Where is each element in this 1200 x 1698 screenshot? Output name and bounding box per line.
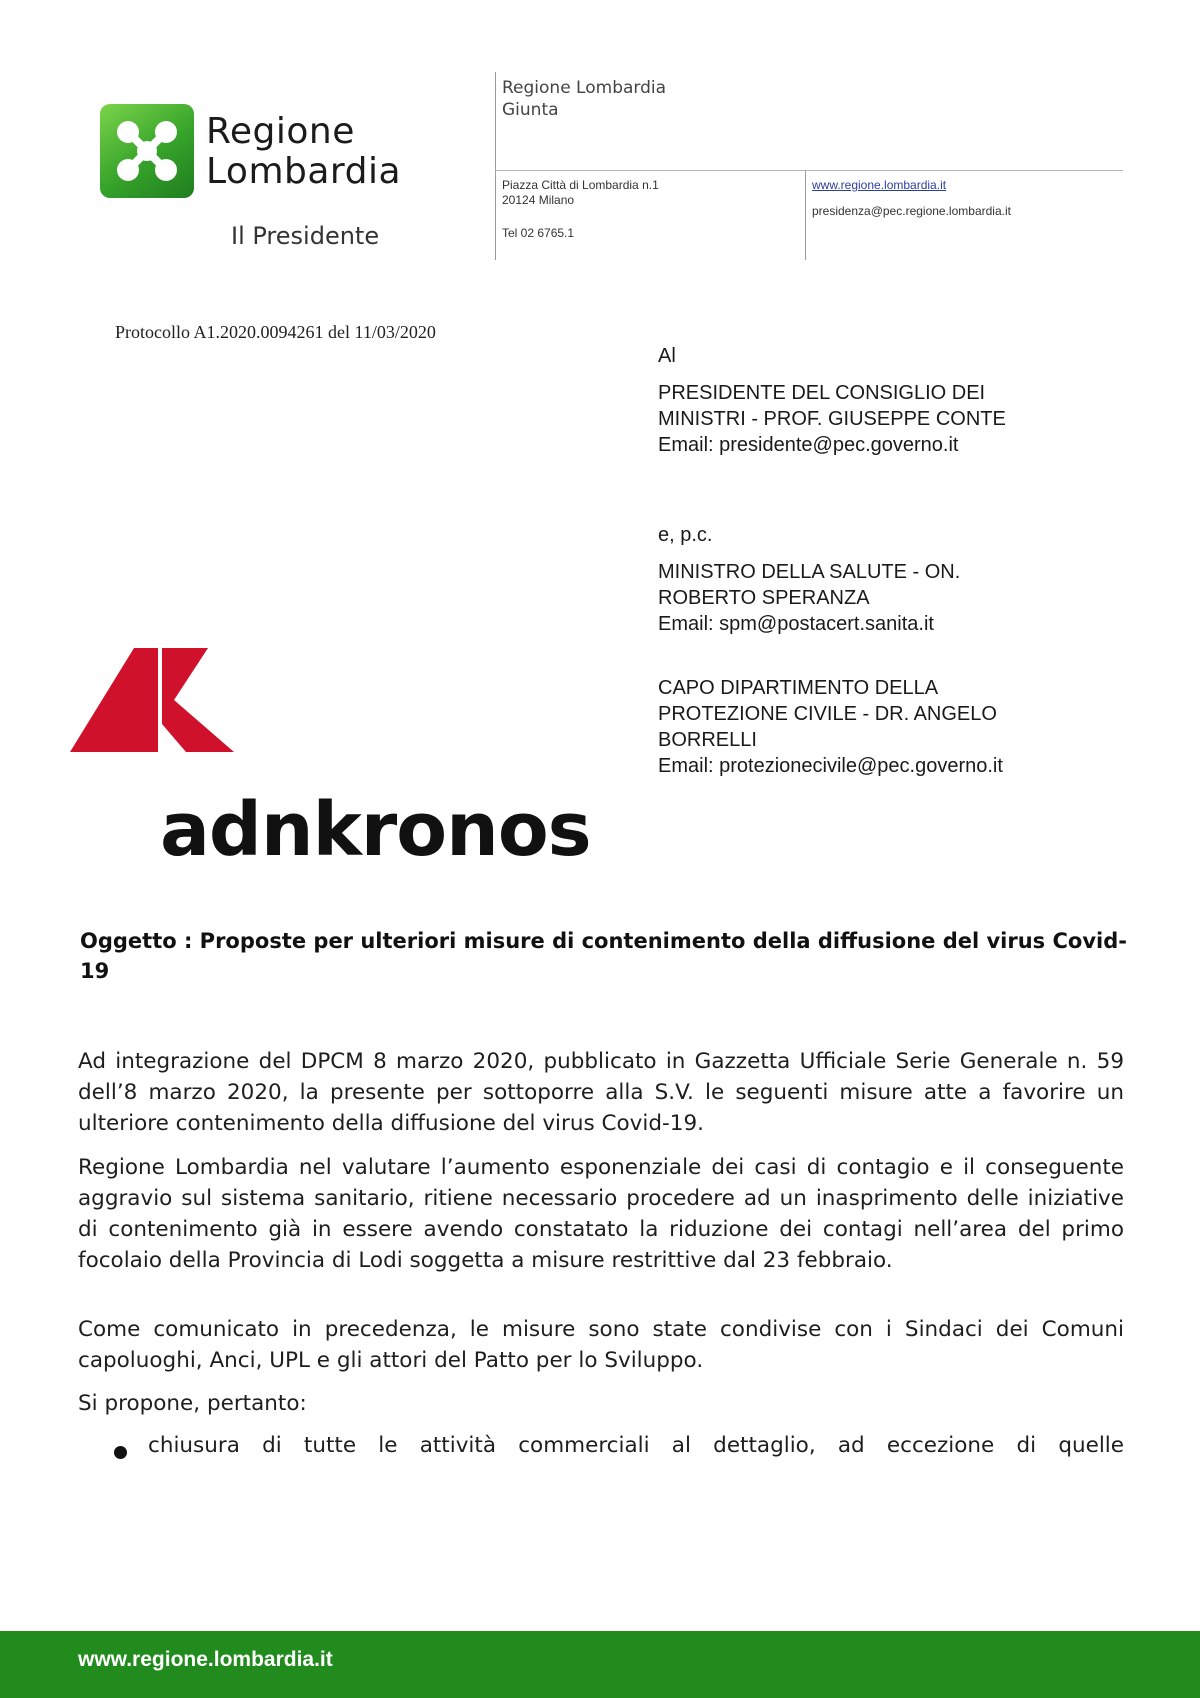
logo-subtitle: Il Presidente [231, 222, 380, 250]
address-block [502, 178, 659, 208]
org-line-2: Giunta [502, 100, 559, 120]
bullet-item-1: chiusura di tutte le attività commerciali al dettaglio, ad eccezione di quelle [148, 1433, 1124, 1458]
recipient-cc1-line-1: MINISTRO DELLA SALUTE - ON. [658, 561, 961, 583]
protocol-number: Protocollo A1.2020.0094261 del 11/03/2020 [115, 322, 436, 342]
website-link[interactable]: www.regione.lombardia.it [812, 178, 947, 192]
bullet-icon [114, 1446, 127, 1459]
recipient-primary-line-1: PRESIDENTE DEL CONSIGLIO DEI [658, 382, 986, 404]
body-paragraph-1: Ad integrazione del DPCM 8 marzo 2020, pubblicato in Gazzetta Ufficiale Serie Generale n. 59 dell’8 marzo 2020, la presente per sottoporre alla S.V. le seguenti misure atte a favorire un ulteriore contenimento della diffusione del virus Covid-19. [78, 1049, 1124, 1136]
recipient-cc2-line-3: BORRELLI [658, 729, 757, 751]
header-divider-vertical [495, 72, 496, 260]
header-divider-horizontal [495, 170, 1123, 171]
adnkronos-wordmark: adnkronos [160, 787, 591, 873]
recipient-cc-1 [658, 559, 960, 637]
address-line-1: Piazza Città di Lombardia n.1 [502, 178, 659, 192]
recipient-cc2-line-1: CAPO DIPARTIMENTO DELLA [658, 677, 939, 699]
regione-lombardia-logo-icon [100, 104, 194, 198]
header-divider-vertical-2 [805, 170, 806, 260]
recipient-cc2-email: Email: protezionecivile@pec.governo.it [658, 755, 1003, 777]
recipient-primary-line-2: MINISTRI - PROF. GIUSEPPE CONTE [658, 408, 1006, 430]
footer-url[interactable]: www.regione.lombardia.it [78, 1648, 333, 1671]
rosa-camuna-icon [100, 104, 194, 198]
body-paragraph-4: Si propone, pertanto: [78, 1391, 307, 1416]
subject-line: Oggetto : Proposte per ulteriori misure di contenimento della diffusione del virus Covid-19 [80, 929, 1127, 983]
org-name [502, 77, 666, 121]
recipient-cc2-line-2: PROTEZIONE CIVILE - DR. ANGELO [658, 703, 997, 725]
phone-number: Tel 02 6765.1 [502, 226, 575, 240]
recipient-cc1-line-2: ROBERTO SPERANZA [658, 587, 870, 609]
logo-line-2: Lombardia [206, 151, 402, 192]
pec-email: presidenza@pec.regione.lombardia.it [812, 204, 1011, 218]
body-paragraph-3: Come comunicato in precedenza, le misure sono state condivise con i Sindaci dei Comuni capoluoghi, Anci, UPL e gli attori del Patto per lo Sviluppo. [78, 1317, 1124, 1373]
logo-line-1: Regione [206, 111, 355, 152]
recipient-primary [658, 380, 1006, 458]
adnkronos-logo-icon [70, 648, 238, 759]
recipient-cc-2 [658, 675, 1003, 779]
address-line-2: 20124 Milano [502, 193, 575, 207]
body-paragraph-2: Regione Lombardia nel valutare l’aumento esponenziale dei casi di contagio e il conseguente aggravio sul sistema sanitario, ritiene necessario procedere ad un inasprimento delle iniziative di contenimento già in essere avendo constatato la riduzione dei contagi nell’area del primo focolaio della Provincia di Lodi soggetta a misure restrittive dal 23 febbraio. [78, 1155, 1124, 1273]
recipient-to-label: Al [658, 345, 676, 367]
adnkronos-k-icon [70, 648, 238, 754]
recipient-cc-label: e, p.c. [658, 524, 713, 546]
recipient-cc1-email: Email: spm@postacert.sanita.it [658, 613, 934, 635]
recipient-primary-email: Email: presidente@pec.governo.it [658, 434, 959, 456]
org-line-1: Regione Lombardia [502, 78, 667, 98]
logo-wordmark [206, 112, 401, 192]
